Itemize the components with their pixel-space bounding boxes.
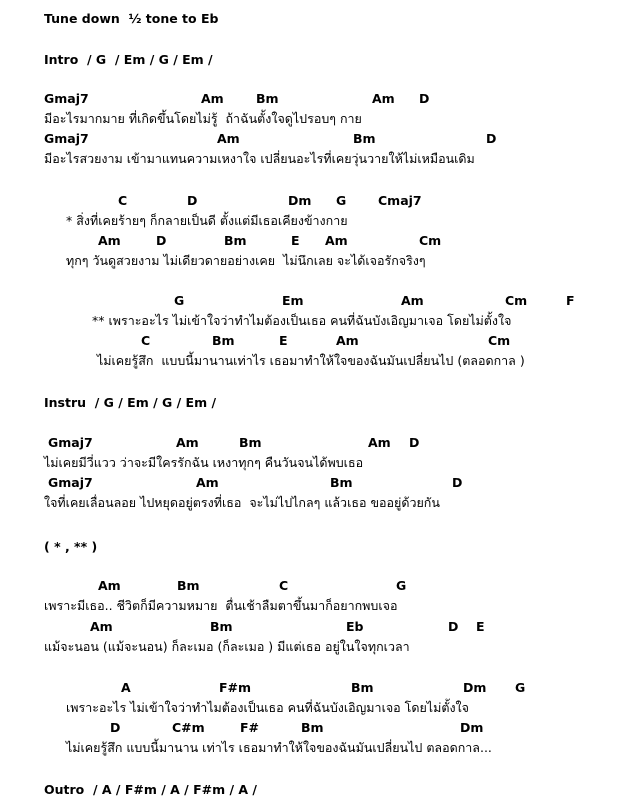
chord: D bbox=[156, 233, 167, 248]
chord: Bm bbox=[330, 475, 353, 490]
chord: Em bbox=[282, 293, 304, 308]
chord: Gmaj7 bbox=[44, 131, 89, 146]
chord: D bbox=[448, 619, 459, 634]
chord: Am bbox=[176, 435, 199, 450]
chord: Am bbox=[90, 619, 113, 634]
chord: E bbox=[291, 233, 300, 248]
lyric-line: ไม่เคยมีวี่แวว ว่าจะมีใครรักฉัน เหงาทุกๆ คืนวันจนได้พบเธอ bbox=[44, 455, 364, 470]
chord: Cm bbox=[505, 293, 528, 308]
chord: Cmaj7 bbox=[378, 193, 422, 208]
outro-label: Outro / A / F#m / A / F#m / A / bbox=[44, 782, 257, 797]
lyric-line: * สิ่งที่เคยร้ายๆ ก็กลายเป็นดี ตั้งแต่มีเธอเคียงข้างกาย bbox=[66, 213, 348, 228]
chord: E bbox=[476, 619, 485, 634]
lyric-line: ไม่เคยรู้สึก แบบนี้มานาน เท่าไร เธอมาทำให้ใจของฉันมันเปลี่ยนไป ตลอดกาล... bbox=[66, 740, 492, 755]
chord: A bbox=[121, 680, 131, 695]
chord: Bm bbox=[256, 91, 279, 106]
chord: G bbox=[396, 578, 407, 593]
chord: Am bbox=[372, 91, 395, 106]
lyric-line: แม้จะนอน (แม้จะนอน) ก็ละเมอ (ก็ละเมอ ) มีแต่เธอ อยู่ในใจทุกเวลา bbox=[44, 639, 410, 654]
chord: Bm bbox=[351, 680, 374, 695]
instru-label: Instru / G / Em / G / Em / bbox=[44, 395, 217, 410]
chord: Gmaj7 bbox=[48, 475, 93, 490]
chord: D bbox=[452, 475, 463, 490]
chord: F# bbox=[240, 720, 260, 735]
chord: C bbox=[118, 193, 128, 208]
chord: Gmaj7 bbox=[48, 435, 93, 450]
chord: D bbox=[187, 193, 198, 208]
lyric-line: ไม่เคยรู้สึก แบบนี้มานานเท่าไร เธอมาทำให้ใจของฉันมันเปลี่ยนไป (ตลอดกาล ) bbox=[97, 353, 525, 368]
chord: Bm bbox=[177, 578, 200, 593]
chord: Bm bbox=[239, 435, 262, 450]
chord: G bbox=[515, 680, 526, 695]
lyric-line: ** เพราะอะไร ไม่เข้าใจว่าทำไมต้องเป็นเธอ คนที่ฉันบังเอิญมาเจอ โดยไม่ตั้งใจ bbox=[92, 313, 512, 328]
intro-label: Intro / G / Em / G / Em / bbox=[44, 52, 213, 67]
chord: C bbox=[279, 578, 289, 593]
chord: Bm bbox=[353, 131, 376, 146]
tuning-note: Tune down ½ tone to Eb bbox=[44, 11, 219, 26]
chord: G bbox=[174, 293, 185, 308]
chord: D bbox=[110, 720, 121, 735]
chord: Dm bbox=[288, 193, 312, 208]
chord: Bm bbox=[212, 333, 235, 348]
lyric-line: ทุกๆ วันดูสวยงาม ไม่เดียวดายอย่างเคย ไม่นึกเลย จะได้เจอรักจริงๆ bbox=[66, 253, 426, 268]
chord: Gmaj7 bbox=[44, 91, 89, 106]
chord: Am bbox=[368, 435, 391, 450]
chord: Bm bbox=[224, 233, 247, 248]
chord: C#m bbox=[172, 720, 205, 735]
chord: Am bbox=[401, 293, 424, 308]
lyric-line: มีอะไรมากมาย ที่เกิดขึ้นโดยไม่รู้ ถ้าฉันตั้งใจดูไปรอบๆ กาย bbox=[44, 111, 362, 126]
chord: Eb bbox=[346, 619, 364, 634]
chord: Am bbox=[336, 333, 359, 348]
chord: D bbox=[419, 91, 430, 106]
chord: Dm bbox=[463, 680, 487, 695]
chord: Bm bbox=[210, 619, 233, 634]
chord: E bbox=[279, 333, 288, 348]
chord: D bbox=[486, 131, 497, 146]
lyric-line: ใจที่เคยเลื่อนลอย ไปหยุดอยู่ตรงที่เธอ จะไม่ไปไกลๆ แล้วเธอ ขออยู่ด้วยกัน bbox=[44, 495, 440, 510]
lyric-line: เพราะอะไร ไม่เข้าใจว่าทำไมต้องเป็นเธอ คนที่ฉันบังเอิญมาเจอ โดยไม่ตั้งใจ bbox=[66, 700, 469, 715]
chord: D bbox=[409, 435, 420, 450]
chord: G bbox=[336, 193, 347, 208]
repeat-label: ( * , ** ) bbox=[44, 539, 98, 554]
chord: Dm bbox=[460, 720, 484, 735]
chord: Am bbox=[98, 233, 121, 248]
chord: F#m bbox=[219, 680, 252, 695]
chord: Cm bbox=[488, 333, 511, 348]
chord: Am bbox=[98, 578, 121, 593]
lyric-line: เพราะมีเธอ.. ชีวิตก็มีความหมาย ตื่นเช้าลืมตาขึ้นมาก็อยากพบเจอ bbox=[44, 598, 398, 613]
chord: Am bbox=[196, 475, 219, 490]
chord: Am bbox=[217, 131, 240, 146]
chord: F bbox=[566, 293, 575, 308]
lyric-line: มีอะไรสวยงาม เข้ามาแทนความเหงาใจ เปลี่ยนอะไรที่เคยวุ่นวายให้ไม่เหมือนเดิม bbox=[44, 151, 475, 166]
chord: Cm bbox=[419, 233, 442, 248]
chord: Am bbox=[325, 233, 348, 248]
chord: Bm bbox=[301, 720, 324, 735]
chord: C bbox=[141, 333, 151, 348]
chord: Am bbox=[201, 91, 224, 106]
